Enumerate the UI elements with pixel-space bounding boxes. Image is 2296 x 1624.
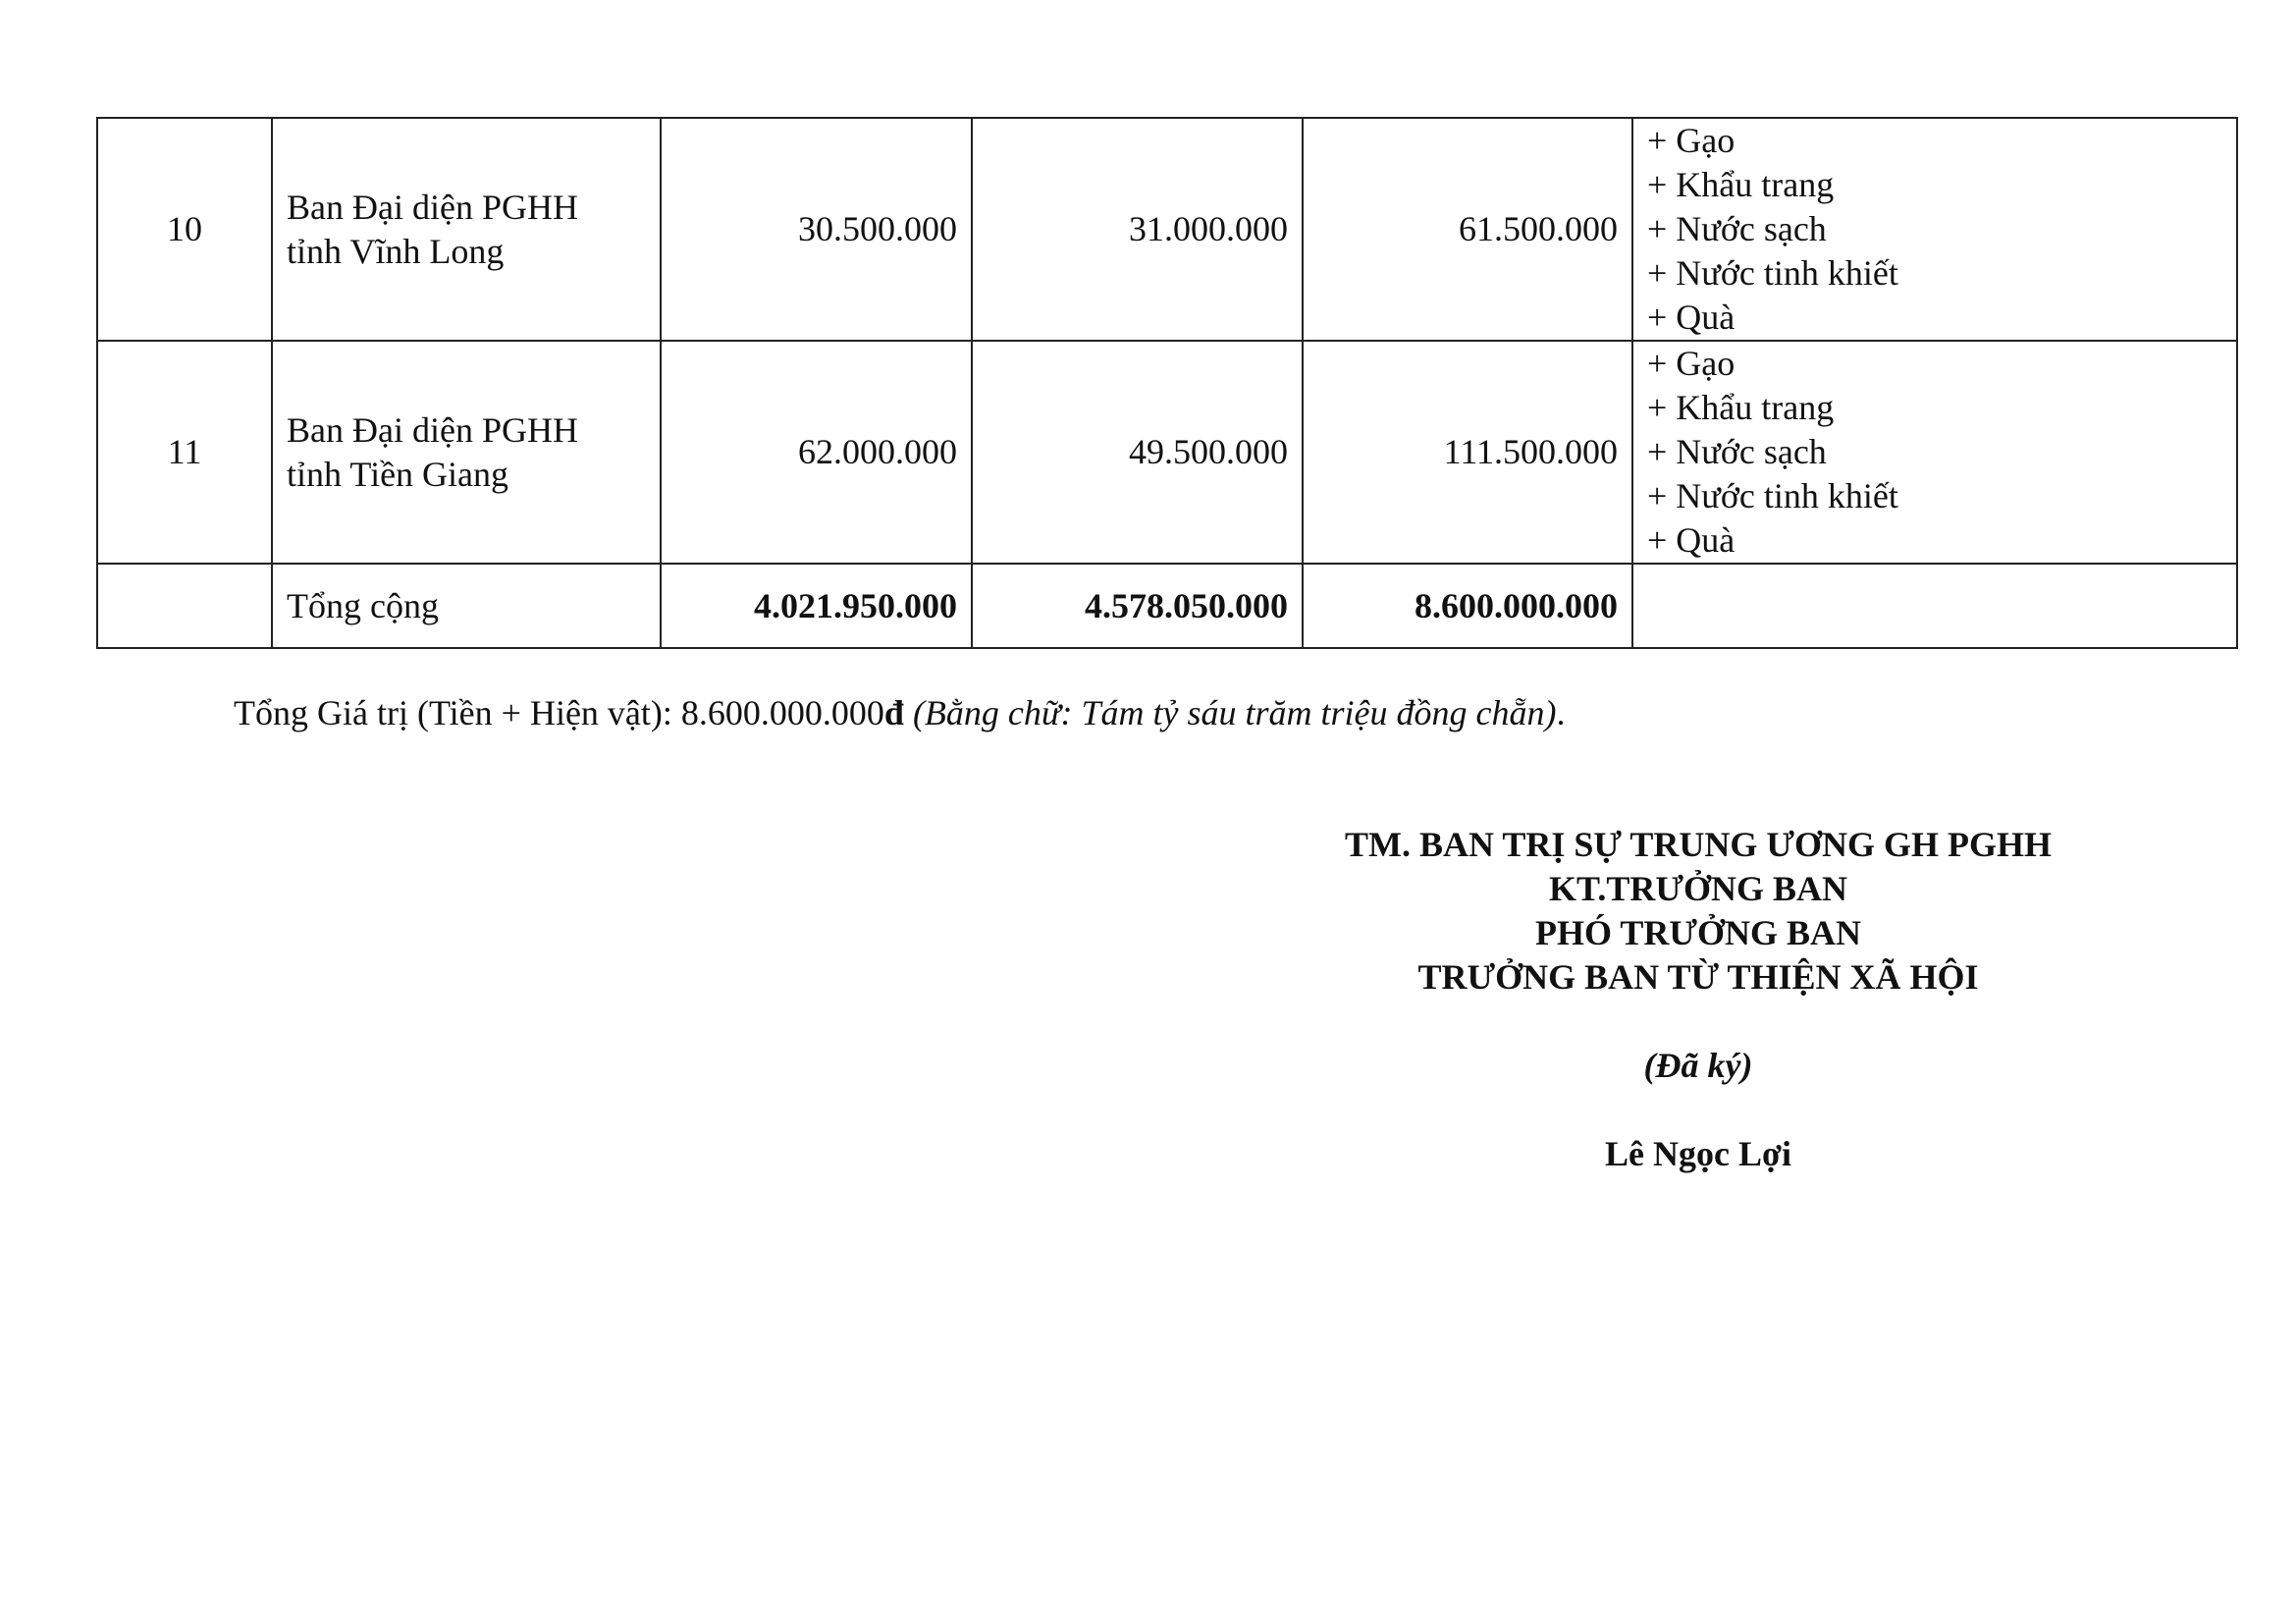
list-item: + Quà <box>1647 298 1735 337</box>
value-2-cell: 31.000.000 <box>972 118 1303 341</box>
list-item: + Quà <box>1647 520 1735 560</box>
summary-period: . <box>1556 693 1566 732</box>
organization-name <box>272 341 661 564</box>
table-row <box>97 341 2237 564</box>
total-value-2: 4.578.050.000 <box>972 564 1303 648</box>
empty-cell <box>1632 564 2237 648</box>
total-cell: 111.500.000 <box>1303 341 1632 564</box>
row-number: 10 <box>97 118 272 341</box>
grand-total: 8.600.000.000 <box>1303 564 1632 648</box>
list-item: + Nước tinh khiết <box>1647 253 1898 293</box>
row-number: 11 <box>97 341 272 564</box>
list-item: + Nước sạch <box>1647 209 1827 248</box>
summary-currency: đ <box>883 693 904 732</box>
value-1-cell: 62.000.000 <box>661 341 972 564</box>
items-cell <box>1632 118 2237 341</box>
items-cell <box>1632 341 2237 564</box>
signer-name: Lê Ngọc Lợi <box>1605 1134 1791 1173</box>
organization-name <box>272 118 661 341</box>
total-cell: 61.500.000 <box>1303 118 1632 341</box>
organization-province-line: tỉnh Tiền Giang <box>287 454 509 494</box>
value-1-cell: 30.500.000 <box>661 118 972 341</box>
signature-title-line-2: KT.TRƯỞNG BAN <box>1548 869 1847 908</box>
list-item: + Khẩu trang <box>1647 165 1835 204</box>
value-2-cell: 49.500.000 <box>972 341 1303 564</box>
organization-province-line: tỉnh Vĩnh Long <box>287 231 505 271</box>
total-value-summary <box>234 691 1566 735</box>
signature-organization: TM. BAN TRỊ SỰ TRUNG ƯƠNG GH PGHH <box>1344 825 2053 864</box>
list-item: + Khẩu trang <box>1647 388 1835 427</box>
total-value-1: 4.021.950.000 <box>661 564 972 648</box>
signed-note: (Đã ký) <box>1643 1046 1753 1085</box>
list-item: + Nước tinh khiết <box>1647 476 1898 515</box>
signature-title-line-3: PHÓ TRƯỞNG BAN <box>1534 913 1861 952</box>
list-item: + Gạo <box>1647 344 1735 383</box>
organization-name-line: Ban Đại diện PGHH <box>287 409 578 450</box>
total-label: Tổng cộng <box>272 564 661 648</box>
donation-table <box>96 117 2238 649</box>
summary-amount-in-words: (Bằng chữ: Tám tỷ sáu trăm triệu đồng chẵn) <box>903 693 1557 732</box>
signature-block <box>1207 823 2189 1176</box>
table-row <box>97 118 2237 341</box>
signature-title-line-4: TRƯỞNG BAN TỪ THIỆN XÃ HỘI <box>1417 957 1979 997</box>
list-item: + Gạo <box>1647 121 1735 160</box>
summary-prefix: Tổng Giá trị (Tiền + Hiện vật): 8.600.000.000 <box>234 693 884 732</box>
empty-cell <box>97 564 272 648</box>
organization-name-line: Ban Đại diện PGHH <box>287 187 578 227</box>
list-item: + Nước sạch <box>1647 432 1827 471</box>
total-row <box>97 564 2237 648</box>
